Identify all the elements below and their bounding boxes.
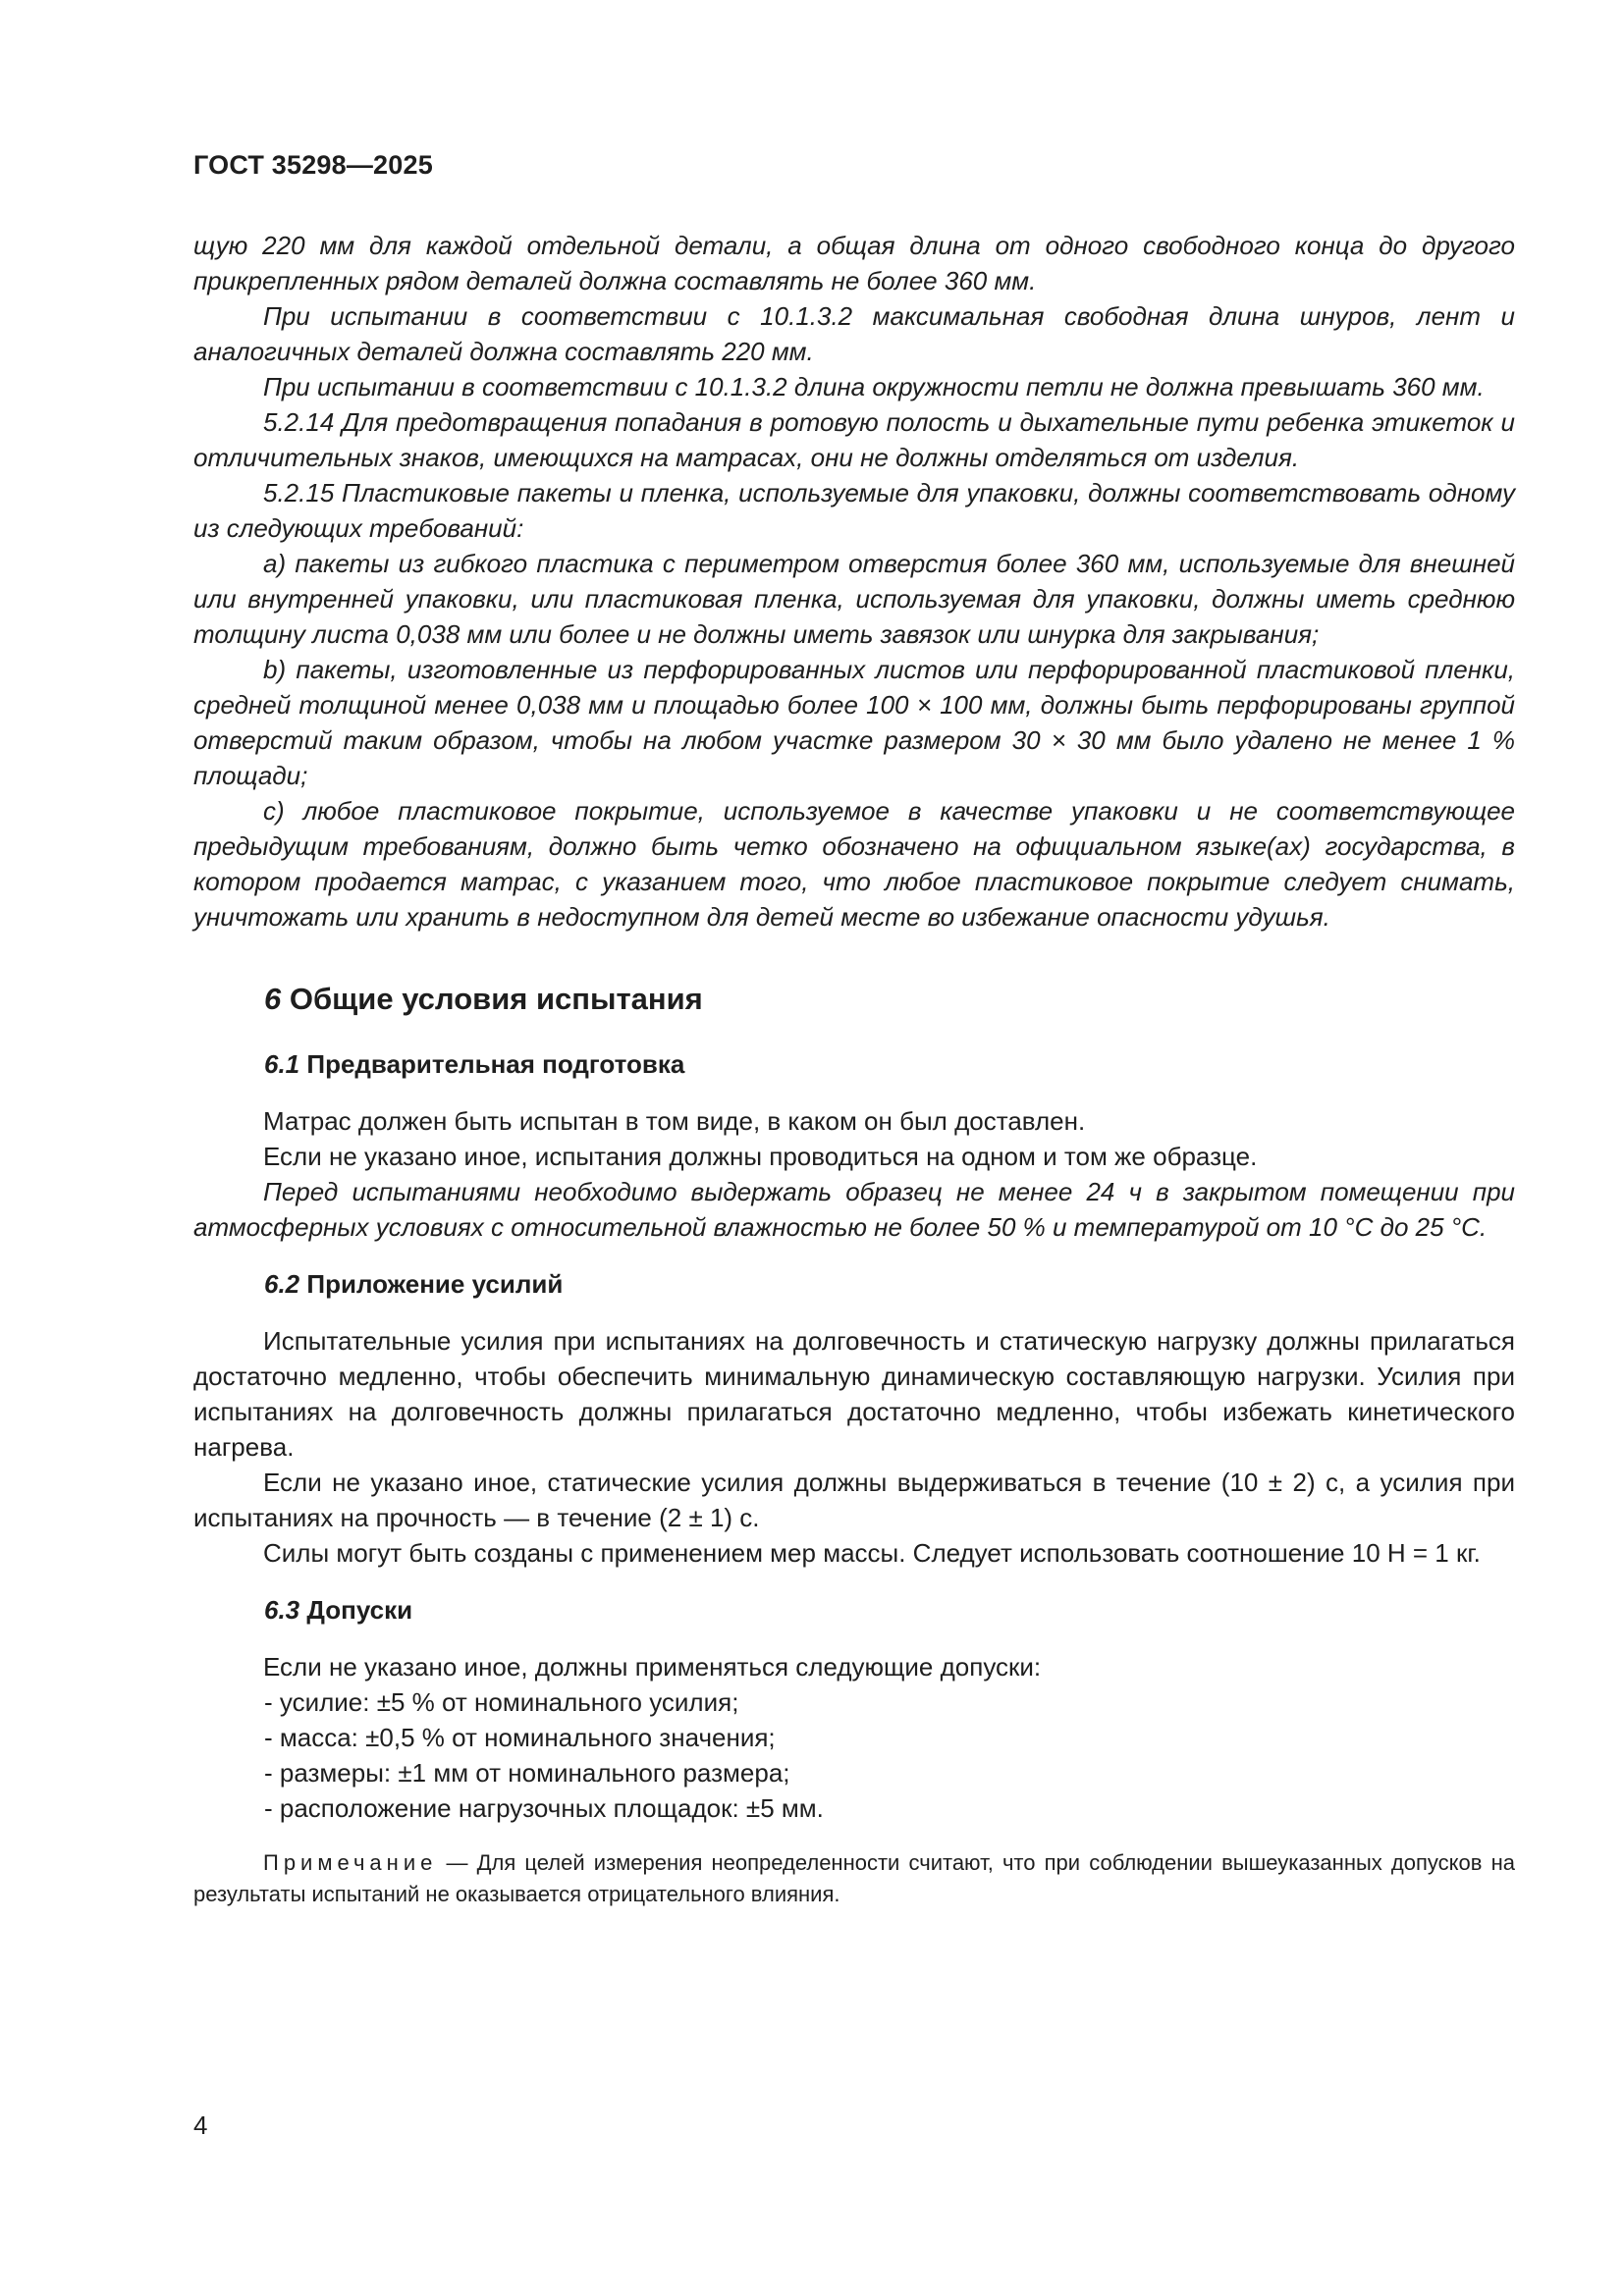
list-item: - усилие: ±5 % от номинального усилия; <box>264 1687 739 1717</box>
paragraph: Перед испытаниями необходимо выдержать образец не менее 24 ч в закрытом помещении при атмосферных условиях с относительной влажностью не более 50 % и температурой от 10 °С до 25 °С. <box>193 1177 1515 1242</box>
list-item: - размеры: ±1 мм от номинального размера; <box>264 1758 790 1788</box>
subsection-heading-6-2 <box>264 1266 1515 1302</box>
paragraph: При испытании в соответствии с 10.1.3.2 длина окружности петли не должна превышать 360 мм. <box>263 372 1485 401</box>
page-number: 4 <box>193 2110 208 2140</box>
document-header: ГОСТ 35298—2025 <box>193 150 433 180</box>
subsection-title: Предварительная подготовка <box>306 1049 685 1079</box>
subsection-number: 6.2 <box>264 1269 300 1299</box>
paragraph: Если не указано иное, испытания должны проводиться на одном и том же образце. <box>263 1142 1258 1171</box>
paragraph: Если не указано иное, должны применяться следующие допуски: <box>263 1652 1042 1682</box>
clause-5-2-14: 5.2.14 Для предотвращения попадания в ротовую полость и дыхательные пути ребенка этикеток и отличительных знаков, имеющихся на матрасах, они не должны отделяться от изделия. <box>193 407 1515 472</box>
list-item: - расположение нагрузочных площадок: ±5 мм. <box>264 1793 824 1823</box>
paragraph: При испытании в соответствии с 10.1.3.2 максимальная свободная длина шнуров, лент и аналогичных деталей должна составлять 220 мм. <box>193 301 1515 366</box>
note-text: — Для целей измерения неопределенности считают, что при соблюдении вышеуказанных допусков на результаты испытаний не оказывается отрицательного влияния. <box>193 1850 1515 1906</box>
subsection-heading-6-1 <box>264 1046 1515 1082</box>
subsection-title: Приложение усилий <box>306 1269 564 1299</box>
note-label: Примечание <box>263 1850 438 1875</box>
section-title: Общие условия испытания <box>289 982 703 1016</box>
clause-5-2-15: 5.2.15 Пластиковые пакеты и пленка, используемые для упаковки, должны соответствовать одному из следующих требований: <box>193 478 1515 543</box>
subsection-title: Допуски <box>306 1595 413 1625</box>
list-item-c: с) любое пластиковое покрытие, используемое в качестве упаковки и не соответствующее предыдущим требованиям, должно быть четко обозначено на официальном языке(ах) государства, в котором продается матрас, с указанием того, что любое пластиковое покрытие следует снимать, уничтожать или хранить в недоступном для детей месте во избежание опасности удушья. <box>193 796 1515 932</box>
note <box>193 1847 1515 1910</box>
list-item-b: b) пакеты, изготовленные из перфорированных листов или перфорированной пластиковой пленки, средней толщиной менее 0,038 мм и площадью более 100 × 100 мм, должны быть перфорированы группой отверстий таким образом, чтобы на любом участке размером 30 × 30 мм было удалено не менее 1 % площади; <box>193 655 1515 790</box>
subsection-number: 6.1 <box>264 1049 300 1079</box>
list-item-a: а) пакеты из гибкого пластика с периметром отверстия более 360 мм, используемые для внешней или внутренней упаковки, или пластиковая пленка, используемая для упаковки, должны иметь среднюю толщину листа 0,038 мм или более и не должны иметь завязок или шнурка для закрывания; <box>193 549 1515 649</box>
paragraph: щую 220 мм для каждой отдельной детали, а общая длина от одного свободного конца до другого прикрепленных рядом деталей должна составлять не более 360 мм. <box>193 231 1515 295</box>
paragraph: Силы могут быть созданы с применением мер массы. Следует использовать соотношение 10 Н = 1 кг. <box>263 1538 1481 1568</box>
section-number: 6 <box>264 982 282 1016</box>
subsection-number: 6.3 <box>264 1595 300 1625</box>
paragraph: Испытательные усилия при испытаниях на долговечность и статическую нагрузку должны прилагаться достаточно медленно, чтобы обеспечить минимальную динамическую составляющую нагрузки. Усилия при испытаниях на долговечность должны прилагаться достаточно медленно, чтобы избежать кинетического нагрева. <box>193 1326 1515 1462</box>
subsection-heading-6-3 <box>264 1592 1515 1628</box>
paragraph: Если не указано иное, статические усилия должны выдерживаться в течение (10 ± 2) с, а усилия при испытаниях на прочность — в течение (2 ± 1) с. <box>193 1468 1515 1532</box>
document-body <box>193 228 1515 1932</box>
section-heading-6 <box>264 982 1515 1017</box>
paragraph: Матрас должен быть испытан в том виде, в каком он был доставлен. <box>263 1106 1086 1136</box>
list-item: - масса: ±0,5 % от номинального значения; <box>264 1723 776 1752</box>
